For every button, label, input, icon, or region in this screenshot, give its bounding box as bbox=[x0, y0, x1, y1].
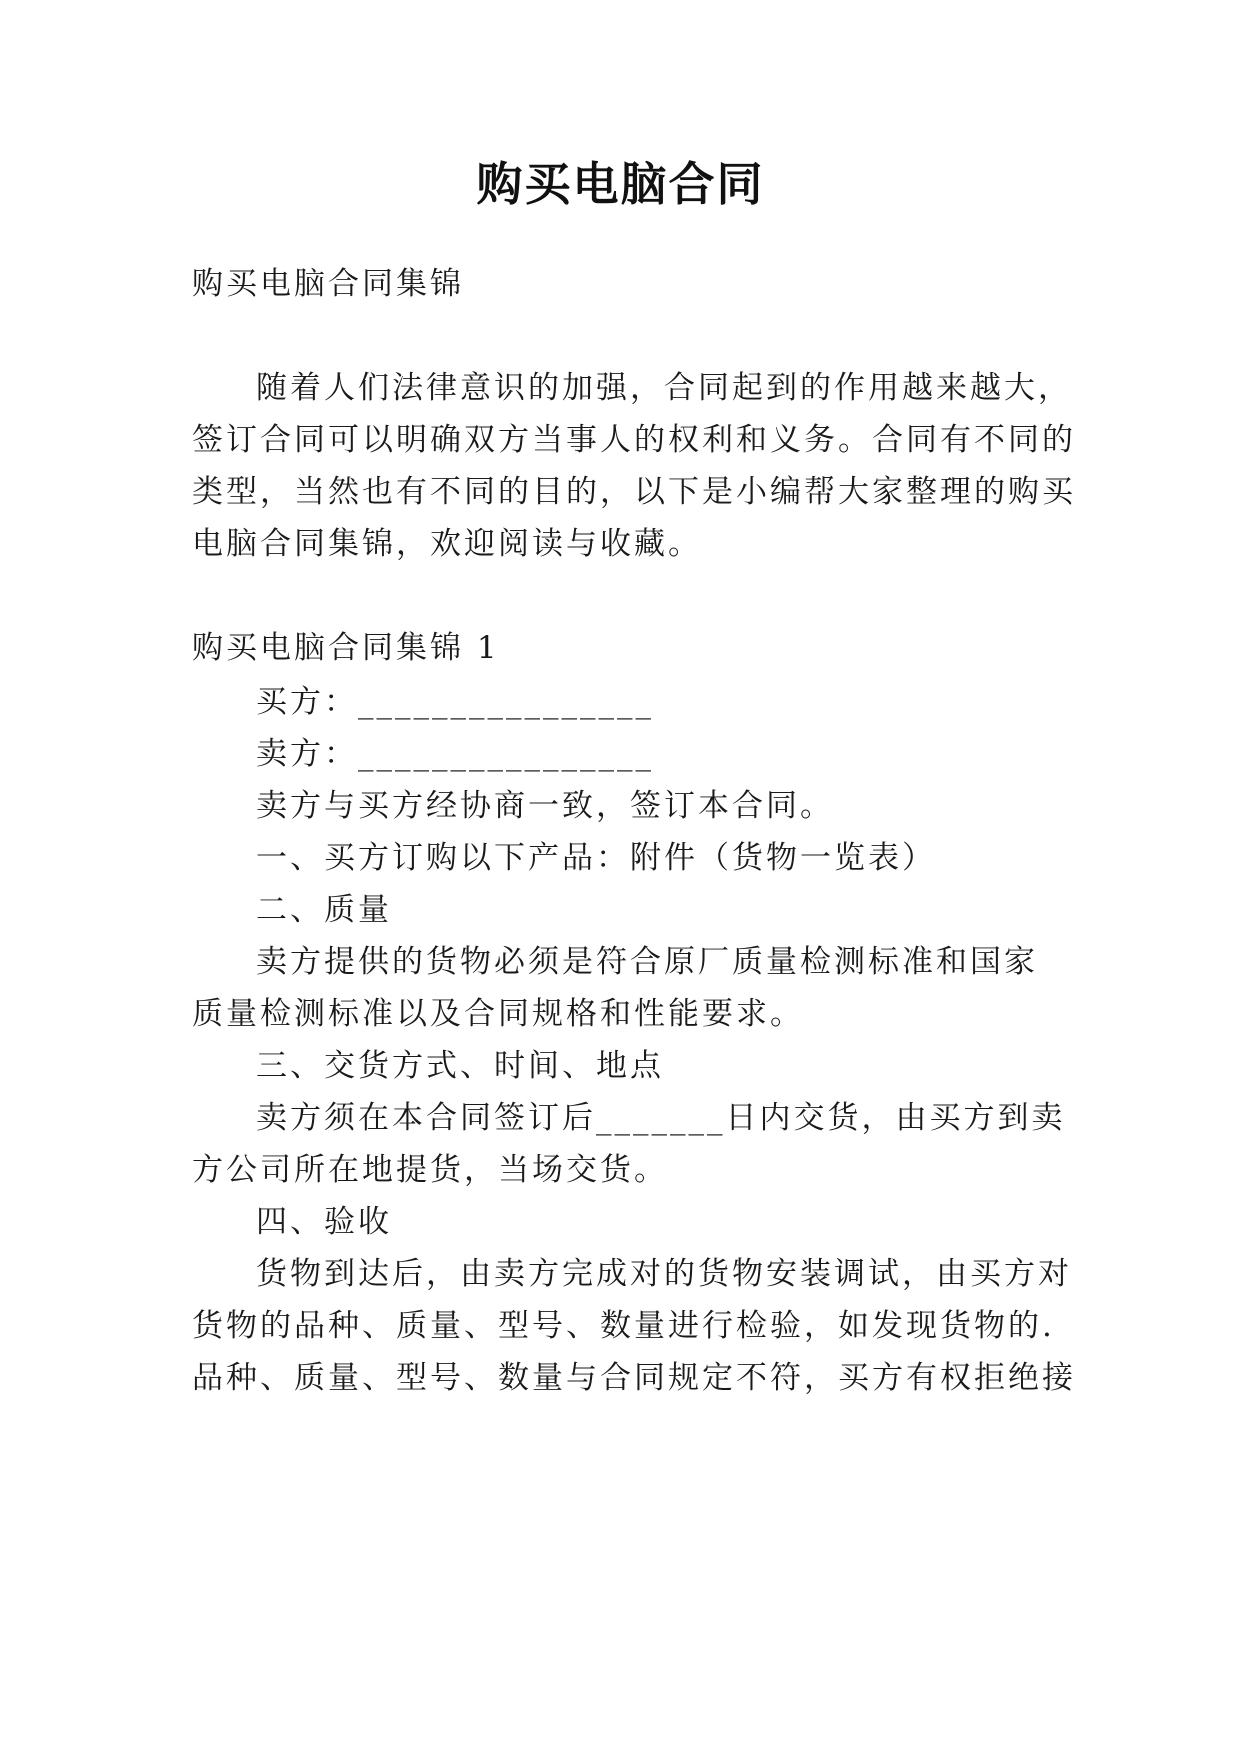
clause-3-line-2: 方公司所在地提货，当场交货。 bbox=[192, 1152, 668, 1188]
clause-4-heading: 四、验收 bbox=[256, 1204, 392, 1240]
intro-line-2: 签订合同可以明确双方当事人的权利和义务。合同有不同的 bbox=[192, 422, 1076, 458]
agreement-text: 卖方与买方经协商一致，签订本合同。 bbox=[256, 788, 834, 824]
clause-2-line-2: 质量检测标准以及合同规格和性能要求。 bbox=[192, 996, 804, 1032]
intro-line-4: 电脑合同集锦，欢迎阅读与收藏。 bbox=[192, 526, 702, 562]
clause-2-line-1: 卖方提供的货物必须是符合原厂质量检测标准和国家 bbox=[256, 944, 1038, 980]
document-title: 购买电脑合同 bbox=[476, 157, 765, 211]
subtitle: 购买电脑合同集锦 bbox=[192, 266, 464, 302]
clause-1: 一、买方订购以下产品：附件（货物一览表） bbox=[256, 840, 936, 876]
clause-3-line-1: 卖方须在本合同签订后_______日内交货，由买方到卖 bbox=[256, 1100, 1066, 1136]
section-heading: 购买电脑合同集锦 1 bbox=[192, 630, 500, 666]
buyer-field: 买方：________________ bbox=[256, 684, 654, 720]
clause-2-heading: 二、质量 bbox=[256, 892, 392, 928]
clause-3-heading: 三、交货方式、时间、地点 bbox=[256, 1048, 664, 1084]
intro-line-3: 类型，当然也有不同的目的，以下是小编帮大家整理的购买 bbox=[192, 474, 1076, 510]
clause-4-line-3: 品种、质量、型号、数量与合同规定不符，买方有权拒绝接 bbox=[192, 1360, 1076, 1396]
intro-line-1: 随着人们法律意识的加强，合同起到的作用越来越大， bbox=[256, 370, 1072, 406]
seller-field: 卖方：________________ bbox=[256, 736, 654, 772]
clause-4-line-2: 货物的品种、质量、型号、数量进行检验，如发现货物的. bbox=[192, 1308, 1055, 1344]
clause-4-line-1: 货物到达后，由卖方完成对的货物安装调试，由买方对 bbox=[256, 1256, 1072, 1292]
